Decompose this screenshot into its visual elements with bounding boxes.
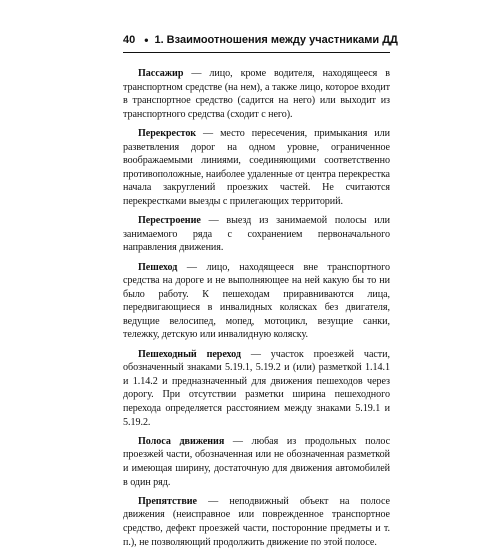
definition-lane-change: — выезд из занимаемой полосы или занимаемого ряда с сохранением первоначального направления движения. [123,215,390,254]
header-bullet: • [144,33,149,47]
entry-lane-change [123,214,390,255]
term-traffic-lane: Полоса движения [138,435,225,447]
entry-traffic-lane [123,435,390,489]
glossary-content [123,67,390,549]
definition-pedestrian-crossing: — участок проезжей части, обозначенный знаками 5.19.1, 5.19.2 и (или) разметкой 1.14.1 и 1.14.2 и предназначенный для движения пешеходов через дорогу. При отсутствии разметки ширина пешеходного перехода определяется расстоянием между знаками 5.19.1 и 5.19.2. [123,348,390,428]
definition-pedestrian: — лицо, находящееся вне транспортного средства на дороге и не выполняющее на ней какую бы то ни было работу. К пешеходам приравниваются лица, передвигающиеся в инвалидных колясках без двигателя, ведущие велосипед, мопед, мотоцикл, везущие санки, тележку, детскую или инвалидную коляску. [123,261,390,341]
term-lane-change: Перестроение [138,215,201,227]
entry-intersection [123,127,390,209]
term-obstacle: Препятствие [138,495,197,507]
term-passenger: Пассажир [138,68,184,79]
entry-pedestrian [123,261,390,343]
definition-passenger: — лицо, кроме водителя, находящееся в транспортном средстве (на нем), а также лицо, которое входит в транспортное средство (садится на него) или выходит из транспортного средства (сходит с него). [123,68,390,120]
entry-passenger [123,67,390,121]
entry-pedestrian-crossing [123,348,390,430]
term-intersection: Перекресток [138,127,197,139]
definition-intersection: — место пересечения, примыкания или разветвления дорог на одном уровне, ограниченное воображаемыми линиями, соединяющими соответственно противоположные, наиболее удаленные от центра перекрестка начала закруглений проезжих частей. Не считаются перекрестками выезды с прилегающих территорий. [123,127,390,207]
page-number: 40 [123,34,136,46]
definition-traffic-lane: — любая из продольных полос проезжей части, обозначенная или не обозначенная разметкой и имеющая ширину, достаточную для движения автомобилей в один ряд. [123,435,391,488]
entry-obstacle [123,495,390,549]
term-pedestrian: Пешеход [138,261,178,273]
running-header [123,31,398,49]
term-pedestrian-crossing: Пешеходный переход [138,348,241,360]
chapter-title: 1. Взаимоотношения между участниками ДД [154,34,398,46]
header-rule [123,52,390,53]
definition-obstacle: — неподвижный объект на полосе движения (неисправное или поврежденное транспортное средство, дефект проезжей части, посторонние предметы и т. п.), не позволяющий продолжить движение по этой полосе. [123,495,390,548]
